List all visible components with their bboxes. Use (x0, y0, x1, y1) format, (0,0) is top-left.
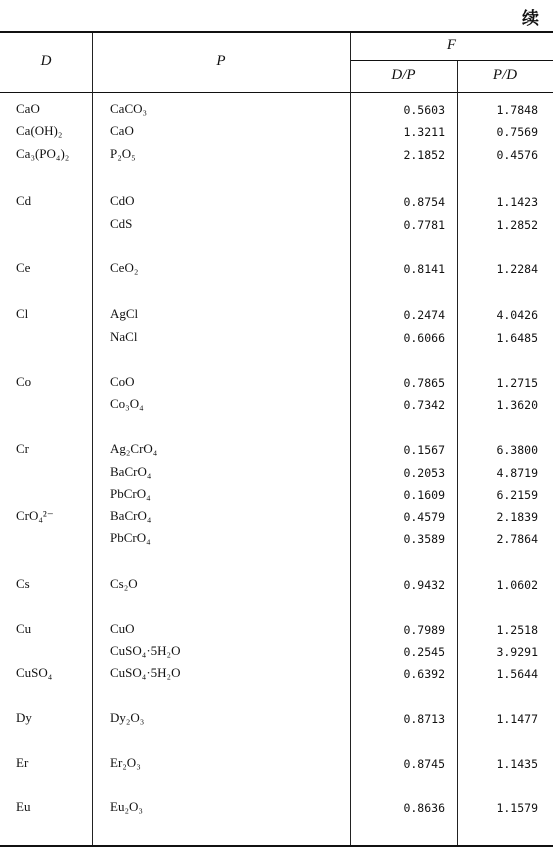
cell-dp: 0.1567 (403, 443, 445, 457)
table-row (0, 799, 553, 817)
cell-pd: 1.1579 (496, 801, 538, 815)
cell-pd: 0.4576 (496, 148, 538, 162)
cell-p: Dy₂O₃ (110, 710, 145, 725)
cell-dp: 0.6392 (403, 667, 445, 681)
cell-dp: 0.7989 (403, 623, 445, 637)
cell-pd: 1.2284 (496, 262, 538, 276)
cell-pd: 1.6485 (496, 331, 538, 345)
cell-dp: 0.2474 (403, 308, 445, 322)
cell-dp: 0.3589 (403, 532, 445, 546)
cell-p: Ag₂CrO₄ (110, 441, 158, 456)
table-row (0, 216, 553, 234)
table-row (0, 101, 553, 119)
cell-d: Cs (16, 576, 30, 591)
cell-p: BaCrO₄ (110, 508, 152, 523)
cell-dp: 1.3211 (403, 125, 445, 139)
header-f: F (446, 37, 457, 53)
cell-p: CdS (110, 216, 133, 231)
table-row (0, 396, 553, 414)
header-d: D (40, 53, 52, 69)
cell-d: Cu (16, 621, 32, 636)
cell-pd: 6.2159 (496, 488, 538, 502)
table-row (0, 441, 553, 459)
cell-pd: 0.7569 (496, 125, 538, 139)
cell-d: Er (16, 755, 29, 770)
cell-p: NaCl (110, 329, 138, 344)
cell-d: Cl (16, 306, 29, 321)
cell-p: P₂O₅ (110, 146, 136, 161)
cell-dp: 0.2545 (403, 645, 445, 659)
cell-pd: 1.2852 (496, 218, 538, 232)
cell-p: CaO (110, 123, 134, 138)
table-row (0, 755, 553, 773)
cell-p: Eu₂O₃ (110, 799, 143, 814)
cell-pd: 6.3800 (496, 443, 538, 457)
table-row (0, 665, 553, 683)
cell-dp: 0.8636 (403, 801, 445, 815)
cell-p: Cs₂O (110, 576, 138, 591)
table-row (0, 486, 553, 504)
cell-pd: 1.1477 (496, 712, 538, 726)
table-row (0, 260, 553, 278)
cell-dp: 0.8745 (403, 757, 445, 771)
cell-p: PbCrO₄ (110, 530, 151, 545)
table-row (0, 464, 553, 482)
cell-pd: 4.8719 (496, 466, 538, 480)
cell-pd: 1.2715 (496, 376, 538, 390)
cell-dp: 0.8141 (403, 262, 445, 276)
cell-p: PbCrO₄ (110, 486, 151, 501)
header-p: P (216, 53, 226, 69)
table-row (0, 530, 553, 548)
cell-dp: 0.1609 (403, 488, 445, 502)
cell-pd: 1.5644 (496, 667, 538, 681)
cell-d: Ca₃(PO₄)₂ (16, 146, 70, 161)
top-rule (0, 31, 553, 33)
cell-dp: 0.7781 (403, 218, 445, 232)
table-row (0, 710, 553, 728)
cell-d: CrO₄²⁻ (16, 508, 54, 523)
cell-pd: 1.2518 (496, 623, 538, 637)
header-f-pd: P/D (492, 67, 518, 83)
cell-pd: 1.0602 (496, 578, 538, 592)
cell-d: Dy (16, 710, 32, 725)
table-row (0, 621, 553, 639)
cell-p: AgCl (110, 306, 139, 321)
cell-pd: 2.1839 (496, 510, 538, 524)
cell-pd: 1.3620 (496, 398, 538, 412)
cell-p: CdO (110, 193, 135, 208)
cell-dp: 0.6066 (403, 331, 445, 345)
table-row (0, 374, 553, 392)
cell-d: Cr (16, 441, 29, 456)
cell-d: CaO (16, 101, 40, 116)
cell-pd: 1.1435 (496, 757, 538, 771)
cell-p: BaCrO₄ (110, 464, 152, 479)
cell-pd: 3.9291 (496, 645, 538, 659)
cell-dp: 0.8754 (403, 195, 445, 209)
cell-d: Eu (16, 799, 31, 814)
cell-p: CeO₂ (110, 260, 139, 275)
bottom-rule (0, 845, 553, 847)
continued-label: 续 (522, 9, 539, 28)
cell-pd: 4.0426 (496, 308, 538, 322)
header-f-dp: D/P (391, 67, 416, 83)
cell-dp: 2.1852 (403, 148, 445, 162)
f-subheader-rule (350, 60, 553, 61)
header-bottom-rule (0, 92, 553, 93)
table-row (0, 643, 553, 661)
cell-dp: 0.8713 (403, 712, 445, 726)
cell-d: Co (16, 374, 32, 389)
cell-p: Er₂O₃ (110, 755, 141, 770)
table-row (0, 123, 553, 141)
cell-d: Ce (16, 260, 31, 275)
cell-p: CuSO₄·5H₂O (110, 665, 181, 680)
cell-dp: 0.2053 (403, 466, 445, 480)
cell-p: CoO (110, 374, 135, 389)
table-row (0, 508, 553, 526)
cell-dp: 0.7342 (403, 398, 445, 412)
cell-dp: 0.4579 (403, 510, 445, 524)
cell-d: Ca(OH)₂ (16, 123, 63, 138)
cell-dp: 0.7865 (403, 376, 445, 390)
cell-pd: 1.1423 (496, 195, 538, 209)
cell-p: Co₃O₄ (110, 396, 144, 411)
cell-p: CaCO₃ (110, 101, 148, 116)
cell-pd: 1.7848 (496, 103, 538, 117)
table-row (0, 576, 553, 594)
table-row (0, 306, 553, 324)
cell-dp: 0.9432 (403, 578, 445, 592)
cell-dp: 0.5603 (403, 103, 445, 117)
table-row (0, 146, 553, 164)
table-row (0, 193, 553, 211)
cell-pd: 2.7864 (496, 532, 538, 546)
table-row (0, 329, 553, 347)
cell-p: CuO (110, 621, 135, 636)
cell-p: CuSO₄·5H₂O (110, 643, 181, 658)
cell-d: Cd (16, 193, 32, 208)
cell-d: CuSO₄ (16, 665, 53, 680)
